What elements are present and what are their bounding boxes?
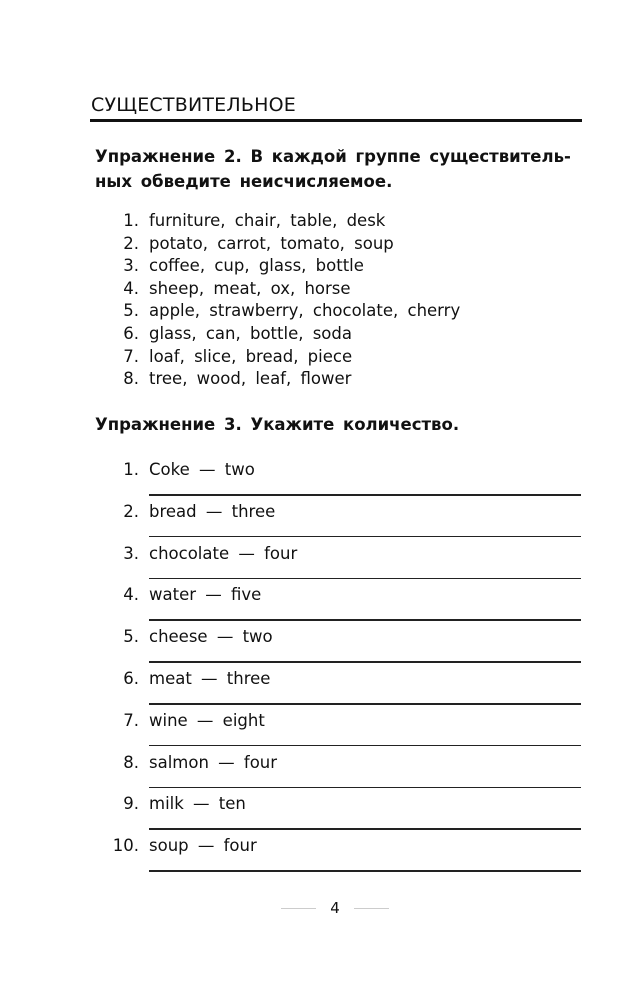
item-words: glass, can, bottle, soda <box>149 324 352 343</box>
answer-line[interactable] <box>149 578 581 580</box>
item-prompt: Coke — two <box>149 460 255 479</box>
answer-line[interactable] <box>149 787 581 789</box>
item-number: 10. <box>112 836 139 856</box>
exercise-3-item <box>0 455 644 497</box>
exercise-2-title <box>95 144 582 194</box>
exercise-3-title: Упражнение 3. Укажите количество. <box>95 415 460 434</box>
item-words: apple, strawberry, chocolate, cherry <box>149 301 461 321</box>
item-prompt: meat — three <box>149 669 271 688</box>
item-prompt: water — five <box>149 585 262 605</box>
item-words: loaf, slice, bread, piece <box>149 346 353 366</box>
item-number: 3. <box>123 256 139 276</box>
item-number: 8. <box>123 752 139 772</box>
exercise-3-item <box>0 497 644 539</box>
item-number: 1. <box>123 460 139 479</box>
exercise-3-item <box>0 664 644 706</box>
exercise-3-item <box>0 706 644 748</box>
section-header-title: СУЩЕСТВИТЕЛЬНОЕ <box>91 94 296 116</box>
item-number: 2. <box>123 501 139 521</box>
answer-line[interactable] <box>149 703 581 705</box>
header-rule <box>90 119 582 122</box>
item-prompt: cheese — two <box>149 627 273 647</box>
exercise-2-item <box>0 323 644 345</box>
exercise-3-item <box>0 789 644 831</box>
footer-rule-left <box>281 908 316 909</box>
item-number: 1. <box>123 211 139 230</box>
item-words: furniture, chair, table, desk <box>149 211 386 230</box>
exercise-2-item <box>0 368 644 390</box>
item-words: coffee, cup, glass, bottle <box>149 256 364 276</box>
item-number: 3. <box>123 543 139 563</box>
footer-rule-right <box>354 908 389 909</box>
page-number: 4 <box>330 899 340 917</box>
item-prompt: bread — three <box>149 501 276 521</box>
answer-line[interactable] <box>149 619 581 621</box>
item-number: 6. <box>123 324 139 343</box>
item-number: 7. <box>123 710 139 730</box>
exercise-3-item <box>0 622 644 664</box>
answer-line[interactable] <box>149 870 581 872</box>
item-prompt: salmon — four <box>149 752 278 772</box>
exercise-3-item <box>0 748 644 790</box>
answer-line[interactable] <box>149 828 581 830</box>
answer-line[interactable] <box>149 494 581 496</box>
item-prompt: soup — four <box>149 836 257 856</box>
exercise-3-item <box>0 539 644 581</box>
exercise-2-item <box>0 210 644 232</box>
item-words: sheep, meat, ox, horse <box>149 278 351 298</box>
item-prompt: wine — eight <box>149 710 265 730</box>
item-words: potato, carrot, tomato, soup <box>149 233 394 253</box>
exercise-2-item <box>0 255 644 277</box>
exercise-2-item <box>0 346 644 368</box>
item-prompt: chocolate — four <box>149 543 298 563</box>
exercise-3-item <box>0 580 644 622</box>
item-words: tree, wood, leaf, flower <box>149 369 352 389</box>
exercise-3-item <box>0 831 644 873</box>
answer-line[interactable] <box>149 745 581 747</box>
item-prompt: milk — ten <box>149 794 246 814</box>
exercise-2-item <box>0 278 644 300</box>
exercise-2-item <box>0 233 644 255</box>
item-number: 4. <box>123 585 139 605</box>
item-number: 5. <box>123 301 139 321</box>
exercise-2-title-line-1: Упражнение 2. В каждой группе существитель- <box>95 147 571 166</box>
answer-line[interactable] <box>149 661 581 663</box>
item-number: 4. <box>123 278 139 298</box>
item-number: 2. <box>123 233 139 253</box>
item-number: 7. <box>123 346 139 366</box>
answer-line[interactable] <box>149 536 581 538</box>
item-number: 9. <box>123 794 139 814</box>
exercise-2-title-line-2: ных обведите неисчисляемое. <box>95 172 393 191</box>
exercise-2-item <box>0 300 644 322</box>
page-footer <box>0 896 644 920</box>
item-number: 5. <box>123 627 139 647</box>
item-number: 8. <box>123 369 139 389</box>
item-number: 6. <box>123 669 139 688</box>
